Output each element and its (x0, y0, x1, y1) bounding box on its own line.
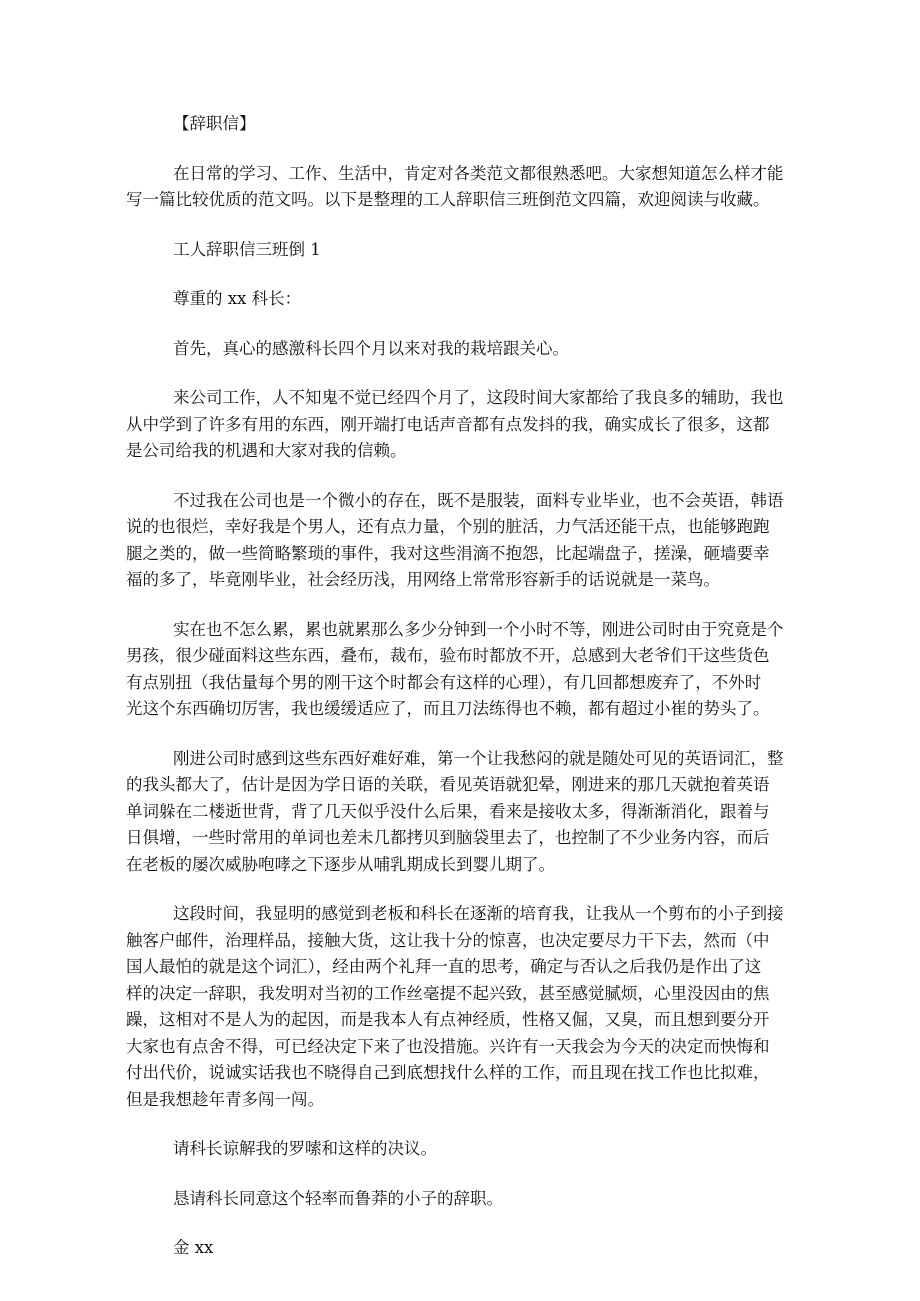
paragraph-line: 大家也有点舍不得，可已经决定下来了也没措施。兴许有一天我会为今天的决定而怏悔和 (126, 1036, 770, 1056)
signature: 金 xx (173, 1238, 214, 1257)
paragraph-line: 样的决定一辞职，我发明对当初的工作丝毫提不起兴致，甚至感觉腻烦，心里没因由的焦 (126, 983, 770, 1003)
paragraph-line: 单词躲在二楼逝世背，背了几天似乎没什么后果，看来是接收太多，得渐渐消化，跟着与 (126, 801, 770, 821)
paragraph-5 (126, 746, 806, 879)
paragraph-line: 日俱增，一些时常用的单词也差未几都拷贝到脑袋里去了，也控制了不少业务内容，而后 (126, 828, 770, 847)
paragraph-line: 但是我想趁年青多闯一闯。 (126, 1089, 324, 1109)
paragraph-line: 请科长谅解我的罗嗦和这样的决议。 (173, 1139, 437, 1158)
intro-paragraph (126, 161, 806, 214)
paragraph-line: 触客户邮件，治理样品，接触大货，这让我十分的惊喜，也决定要尽力干下去，然而（中 (126, 930, 770, 950)
paragraph-line: 光这个东西确切厉害，我也缓缓适应了，而且刀法练得也不赖，都有超过小崔的势头了。 (126, 699, 770, 718)
paragraph-line: 躁，这相对不是人为的起因，而是我本人有点神经质，性格又倔，又臭，而且想到要分开 (126, 1010, 770, 1029)
paragraph-line: 付出代价，说诚实话我也不晓得自己到底想找什么样的工作，而且现在找工作也比拟难， (126, 1063, 770, 1082)
paragraph-8 (126, 1186, 806, 1213)
paragraph-7 (126, 1136, 806, 1163)
paragraph-2 (126, 385, 806, 465)
document-body (126, 111, 806, 1262)
paragraph-line: 有点别扭（我估量每个男的刚干这个时都会有这样的心理），有几回都想废弃了，不外时 (126, 672, 762, 692)
paragraph-line: 说的也很烂，幸好我是个男人，还有点力量，个别的脏活，力气活还能干点，也能够跑跑 (126, 517, 770, 536)
paragraph-line: 是公司给我的机遇和大家对我的信赖。 (126, 441, 407, 460)
paragraph-line: 腿之类的，做一些简略繁琐的事件，我对这些涓滴不抱怨，比起端盘子，搓澡，砸墙要幸 (126, 543, 770, 563)
paragraph-line: 首先，真心的感激科长四个月以来对我的栽培跟关心。 (173, 338, 569, 358)
paragraph-line: 来公司工作，人不知鬼不觉已经四个月了，这段时间大家都给了我良多的辅助，我也 (173, 388, 784, 407)
paragraph-line: 男孩，很少碰面料这些东西，叠布，裁布，验布时都放不开，总感到大老爷们干这些货色 (126, 646, 770, 665)
paragraph-line: 国人最怕的就是这个词汇），经由两个礼拜一直的思考，确定与否认之后我仍是作出了这 (126, 957, 762, 976)
letter-title: 工人辞职信三班倒 1 (173, 239, 321, 259)
paragraph-line: 这段时间，我显明的感觉到老板和科长在逐渐的培育我，让我从一个剪布的小子到接 (173, 904, 784, 923)
paragraph-line: 不过我在公司也是一个微小的存在，既不是服装，面料专业毕业，也不会英语，韩语 (173, 490, 784, 510)
paragraph-line: 实在也不怎么累，累也就累那么多少分钟到一个小时不等，刚进公司时由于究竟是个 (173, 619, 784, 639)
paragraph-6 (126, 901, 806, 1113)
paragraph-line: 的我头都大了，估计是因为学日语的关联，看见英语就犯晕，刚进来的那几天就抱着英语 (126, 775, 770, 794)
paragraph-line: 恳请科长同意这个轻率而鲁莽的小子的辞职。 (173, 1188, 503, 1208)
paragraph-line: 福的多了，毕竟刚毕业，社会经历浅，用网络上常常形容新手的话说就是一菜鸟。 (126, 570, 720, 589)
paragraph-line: 刚进公司时感到这些东西好难好难，第一个让我愁闷的就是随处可见的英语词汇，整 (173, 748, 784, 768)
document-heading: 【辞职信】 (173, 114, 256, 133)
paragraph-3 (126, 488, 806, 594)
paragraph-line: 在老板的屡次威胁咆哮之下逐步从哺乳期成长到婴儿期了。 (126, 854, 555, 874)
paragraph-line: 写一篇比较优质的范文吗。以下是整理的工人辞职信三班倒范文四篇，欢迎阅读与收藏。 (126, 190, 770, 209)
paragraph-1 (126, 336, 806, 363)
paragraph-4 (126, 617, 806, 723)
salutation: 尊重的 xx 科长： (173, 289, 302, 308)
paragraph-line: 在日常的学习、工作、生活中，肯定对各类范文都很熟悉吧。大家想知道怎么样才能 (173, 163, 784, 183)
paragraph-line: 从中学到了许多有用的东西，刚开端打电话声音都有点发抖的我，确实成长了很多，这都 (126, 414, 770, 434)
